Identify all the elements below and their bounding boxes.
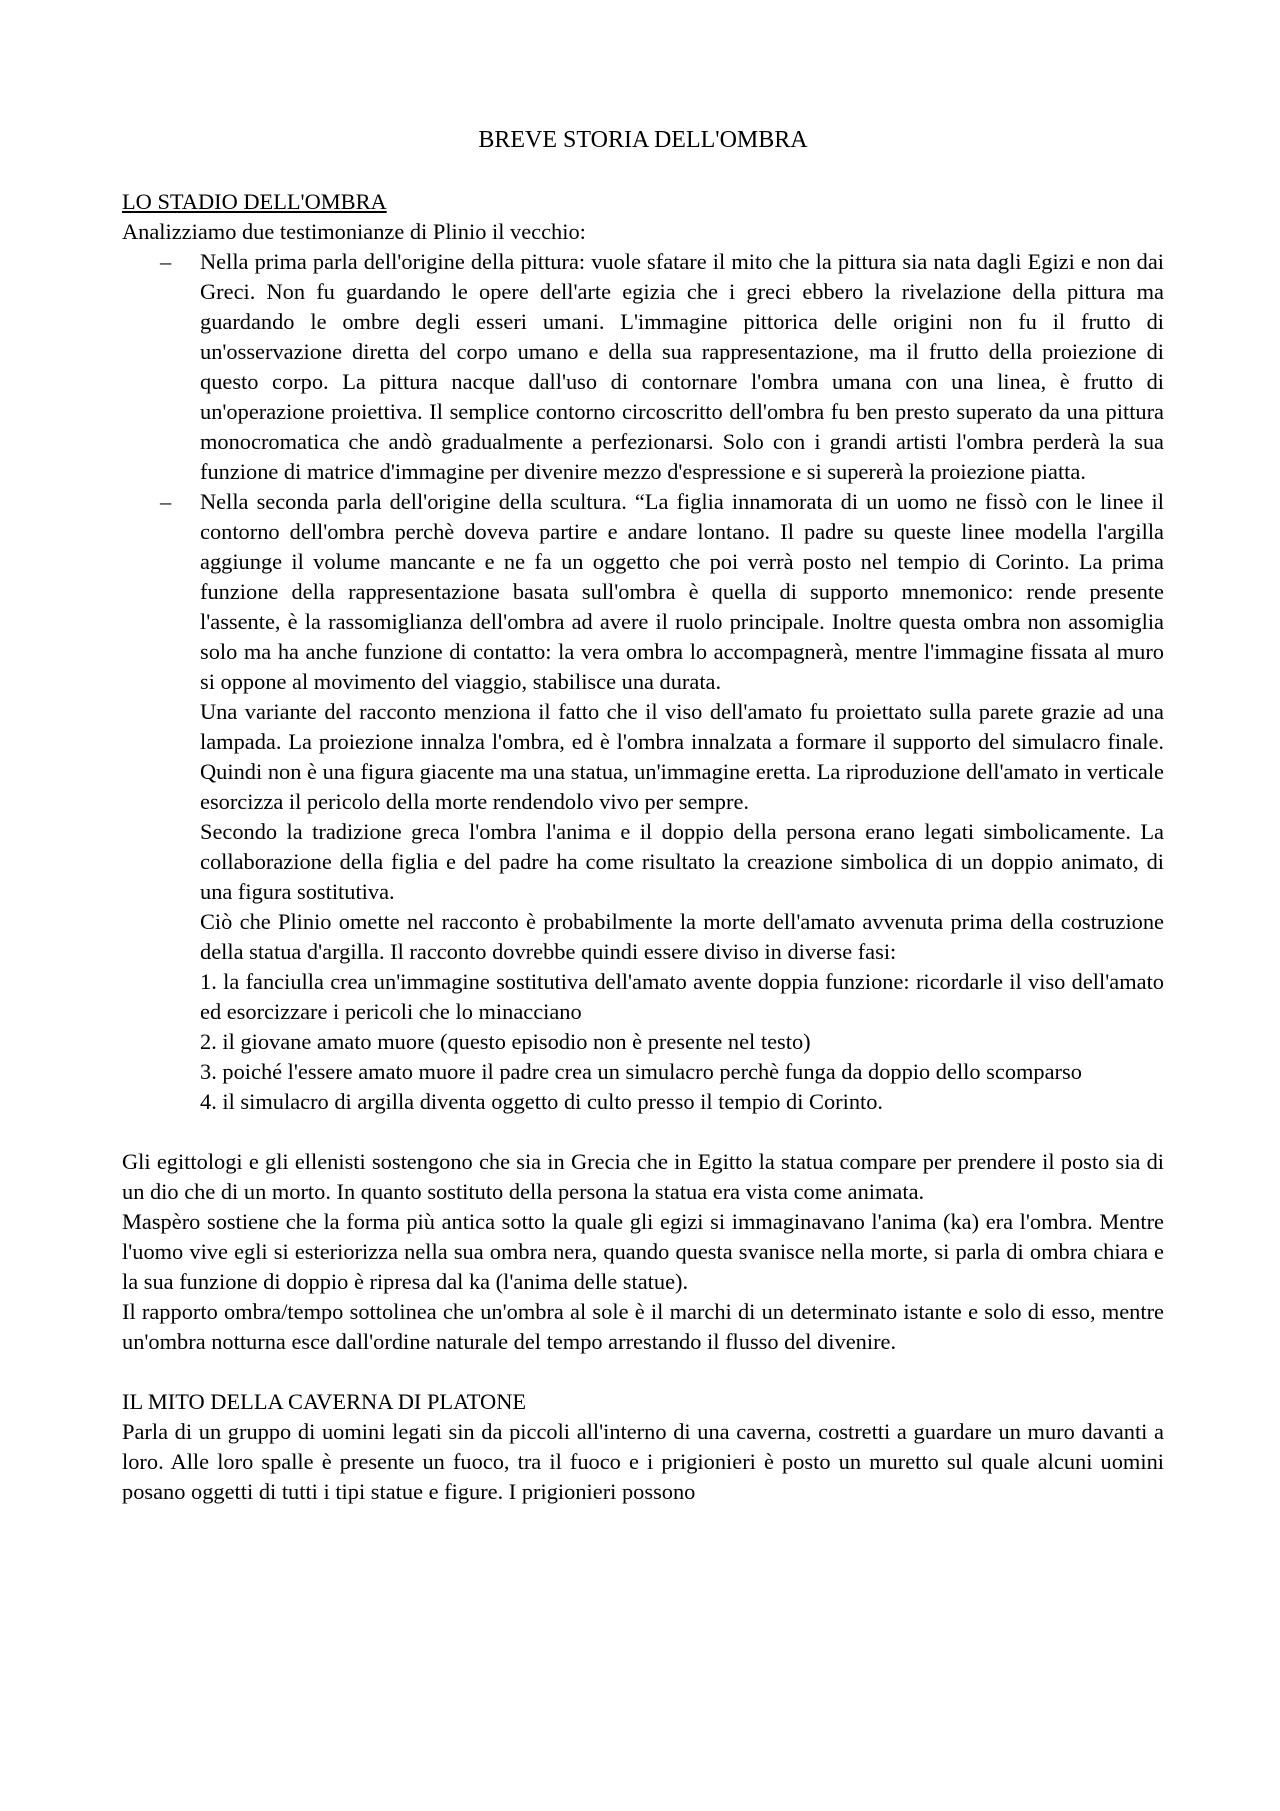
list-item [122, 247, 1164, 487]
list-item-text: Ciò che Plinio omette nel racconto è probabilmente la morte dell'amato avvenuta prima della costruzione della statua d'argilla. Il racconto dovrebbe quindi essere diviso in diverse fasi: [200, 909, 1164, 964]
body-paragraph: Parla di un gruppo di uomini legati sin da piccoli all'interno di una caverna, costretti a guardare un muro davanti a loro. Alle loro spalle è presente un fuoco, tra il fuoco e i prigionieri è posto un muretto sul quale alcuni uomini posano oggetti di tutti i tipi statue e figure. I prigionieri possono [122, 1419, 1164, 1504]
list-item-text: Nella seconda parla dell'origine della scultura. “La figlia innamorata di un uomo ne fissò con le linee il contorno dell'ombra perchè doveva partire e andare lontano. Il padre su queste linee modella l'argilla aggiunge il volume mancante e ne fa un oggetto che poi verrà posto nel tempio di Corinto. La prima funzione della rappresentazione basata sull'ombra è quella di supporto mnemonico: rende presente l'assente, è la rassomiglianza dell'ombra ad avere il ruolo principale. Inoltre questa ombra non assomiglia solo ma ha anche funzione di contatto: la vera ombra lo accompagnerà, mentre l'immagine fissata al muro si oppone al movimento del viaggio, stabilisce una durata. [200, 489, 1164, 694]
phase-item: 4. il simulacro di argilla diventa oggetto di culto presso il tempio di Corinto. [200, 1089, 884, 1114]
section-heading-caverna-platone: IL MITO DELLA CAVERNA DI PLATONE [122, 1389, 527, 1414]
body-paragraph: Maspèro sostiene che la forma più antica sotto la quale gli egizi si immaginavano l'anima (ka) era l'ombra. Mentre l'uomo vive egli si esteriorizza nella sua ombra nera, quando questa svanisce nella morte, si parla di ombra chiara e la sua funzione di doppio è ripresa dal ka (l'anima delle statue). [122, 1209, 1164, 1294]
phase-item: 3. poiché l'essere amato muore il padre crea un simulacro perchè funga da doppio dello scomparso [200, 1059, 1082, 1084]
list-item [122, 487, 1164, 1117]
document-body [122, 187, 1164, 1507]
section-intro: Analizziamo due testimonianze di Plinio il vecchio: [122, 219, 586, 244]
document-page [122, 0, 1164, 1811]
body-paragraph: Il rapporto ombra/tempo sottolinea che un'ombra al sole è il marchi di un determinato istante e solo di esso, mentre un'ombra notturna esce dall'ordine naturale del tempo arrestando il flusso del divenire. [122, 1299, 1164, 1354]
dash-bullet-icon: – [160, 489, 172, 514]
list-item-text: Una variante del racconto menziona il fatto che il viso dell'amato fu proiettato sulla parete grazie ad una lampada. La proiezione innalza l'ombra, ed è l'ombra innalzata a formare il supporto del simulacro finale. Quindi non è una figura giacente ma una statua, un'immagine eretta. La riproduzione dell'amato in verticale esorcizza il pericolo della morte rendendolo vivo per sempre. [200, 699, 1164, 814]
document-title: BREVE STORIA DELL'OMBRA [478, 127, 808, 153]
testimony-list [122, 247, 1164, 1117]
spacer [122, 1357, 1164, 1387]
phase-item: 2. il giovane amato muore (questo episodio non è presente nel testo) [200, 1029, 811, 1054]
body-paragraph: Gli egittologi e gli ellenisti sostengono che sia in Grecia che in Egitto la statua compare per prendere il posto sia di un dio che di un morto. In quanto sostituto della persona la statua era vista come animata. [122, 1149, 1164, 1204]
spacer [122, 1117, 1164, 1147]
list-item-text: Secondo la tradizione greca l'ombra l'anima e il doppio della persona erano legati simbolicamente. La collaborazione della figlia e del padre ha come risultato la creazione simbolica di un doppio animato, di una figura sostitutiva. [200, 819, 1164, 904]
phase-item: 1. la fanciulla crea un'immagine sostitutiva dell'amato avente doppia funzione: ricordarle il viso dell'amato ed esorcizzare i pericoli che lo minacciano [200, 969, 1164, 1024]
section-heading-stadio-ombra: LO STADIO DELL'OMBRA [122, 189, 387, 214]
dash-bullet-icon: – [160, 249, 172, 274]
list-item-text: Nella prima parla dell'origine della pittura: vuole sfatare il mito che la pittura sia nata dagli Egizi e non dai Greci. Non fu guardando le opere dell'arte egizia che i greci ebbero la rivelazione della pittura ma guardando le ombre degli esseri umani. L'immagine pittorica delle origini non fu il frutto di un'osservazione diretta del corpo umano e della sua rappresentazione, ma il frutto della proiezione di questo corpo. La pittura nacque dall'uso di contornare l'ombra umana con una linea, è frutto di un'operazione proiettiva. Il semplice contorno circoscritto dell'ombra fu ben presto superato da una pittura monocromatica che andò gradualmente a perfezionarsi. Solo con i grandi artisti l'ombra perderà la sua funzione di matrice d'immagine per divenire mezzo d'espressione e si supererà la proiezione piatta. [200, 249, 1164, 484]
